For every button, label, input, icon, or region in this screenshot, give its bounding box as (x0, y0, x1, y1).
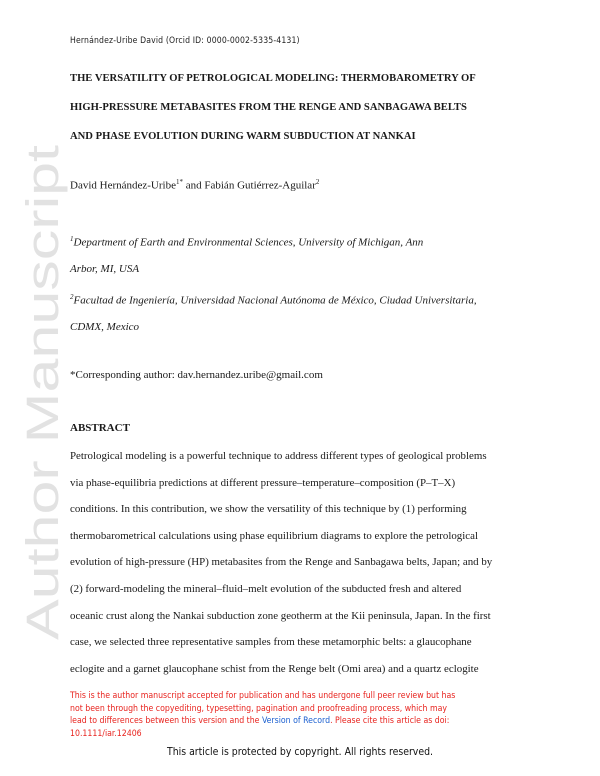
notice-line (70, 715, 540, 728)
notice-text: lead to differences between this version and the (70, 716, 262, 726)
version-of-record-link[interactable]: Version of Record (261, 716, 331, 726)
abstract-body (70, 443, 540, 682)
orcid-header: Hernández-Uribe David (Orcid ID: 0000-0002-5335-4131) (70, 36, 300, 46)
abstract-line: (2) forward-modeling the mineral–fluid–melt evolution of the subducted fresh and altered (70, 582, 462, 595)
author-manuscript-watermark (16, 140, 76, 640)
affiliation-2 (70, 284, 540, 340)
abstract-line: evolution of high-pressure (HP) metabasites from the Renge and Sanbagawa belts, Japan; and by (70, 556, 493, 569)
affiliation-line: CDMX, Mexico (70, 320, 140, 333)
author-connector: and (182, 179, 205, 192)
abstract-line: conditions. In this contribution, we show the versatility of this technique by (1) performing (70, 503, 467, 516)
abstract-line: Petrological modeling is a powerful technique to address different types of geological problems (70, 450, 487, 462)
author-name: David Hernández-Uribe (70, 179, 176, 192)
author-affiliation-marker: 2 (315, 178, 320, 186)
copyright-footer: This article is protected by copyright. All rights reserved. (167, 746, 433, 758)
manuscript-notice (70, 690, 540, 740)
author-list (70, 178, 319, 192)
article-title (70, 64, 540, 151)
corresponding-author: *Corresponding author: dav.hernandez.uribe@gmail.com (70, 369, 323, 381)
doi-link[interactable]: 10.1111/iar.12406 (70, 728, 142, 739)
author-name: Fabián Gutiérrez-Aguilar (204, 179, 316, 192)
affiliation-text: Facultad de Ingeniería, Universidad Nacional Autónoma de México, Ciudad Universitaria, (73, 294, 477, 307)
notice-line: not been through the copyediting, typesetting, pagination and proofreading process, which may (70, 703, 448, 714)
title-line: AND PHASE EVOLUTION DURING WARM SUBDUCTION AT NANKAI (70, 131, 416, 142)
title-line: THE VERSATILITY OF PETROLOGICAL MODELING: THERMOBAROMETRY OF (70, 73, 476, 84)
notice-line: This is the author manuscript accepted for publication and has undergone full peer review but has (70, 691, 456, 701)
abstract-line: thermobarometrical calculations using phase equilibrium diagrams to explore the petrological (70, 529, 478, 542)
author-affiliation-marker: 1* (175, 178, 183, 186)
affiliation-line (70, 226, 540, 256)
title-line: HIGH-PRESSURE METABASITES FROM THE RENGE AND SANBAGAWA BELTS (70, 102, 467, 113)
affiliation-line (70, 284, 540, 314)
abstract-line: via phase-equilibria predictions at different pressure–temperature–composition (P–T–X) (70, 476, 456, 489)
affiliation-line: Arbor, MI, USA (70, 262, 140, 275)
notice-text: . Please cite this article as doi: (330, 716, 450, 726)
affiliation-marker: 2 (70, 293, 74, 301)
abstract-line: eclogite and a garnet glaucophane schist from the Renge belt (Omi area) and a quartz eclogite (70, 662, 479, 675)
abstract-line: case, we selected three representative samples from these metamorphic belts: a glaucophane (70, 636, 472, 649)
watermark-text: Author Manuscript (17, 274, 68, 640)
abstract-heading: ABSTRACT (70, 422, 130, 434)
affiliation-marker: 1 (70, 235, 74, 243)
affiliation-1 (70, 226, 540, 282)
affiliation-text: Department of Earth and Environmental Sciences, University of Michigan, Ann (73, 236, 424, 249)
abstract-line: oceanic crust along the Nankai subduction zone geotherm at the Kii peninsula, Japan. In the first (70, 609, 491, 622)
